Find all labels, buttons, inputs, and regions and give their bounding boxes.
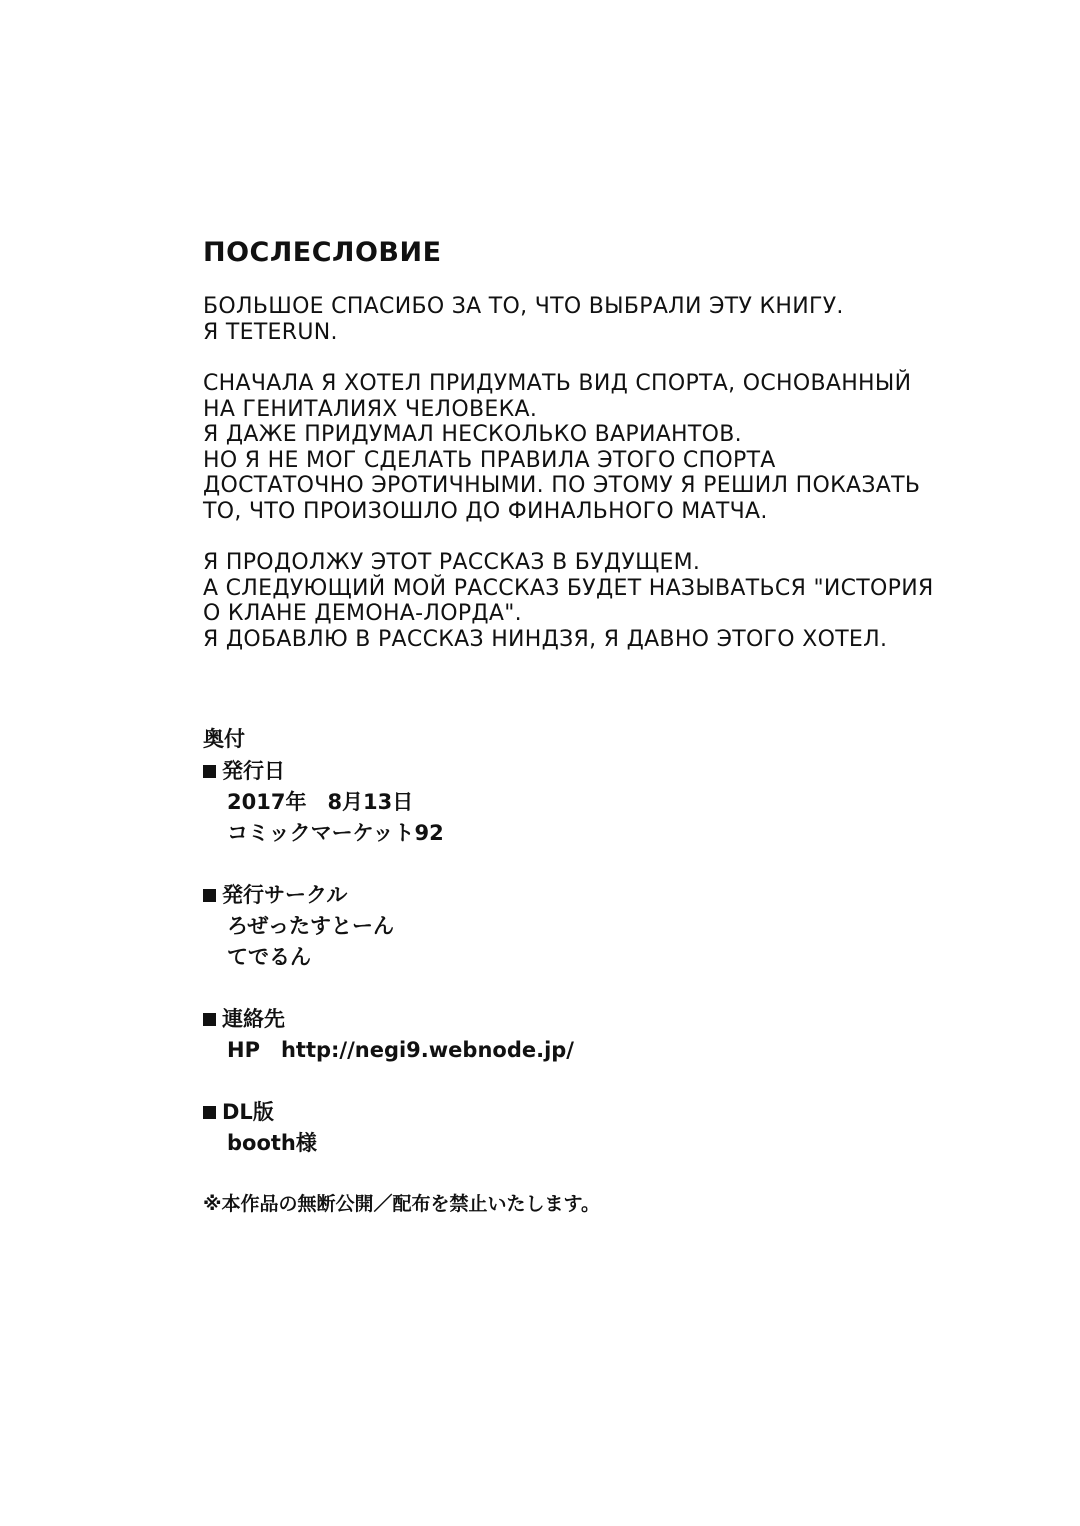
afterword-line: Я TETERUN. (203, 319, 338, 345)
dl-store: booth様 (227, 1131, 317, 1155)
afterword-line: ТО, ЧТО ПРОИЗОШЛО ДО ФИНАЛЬНОГО МАТЧА. (203, 498, 768, 524)
afterword-line: НО Я НЕ МОГ СДЕЛАТЬ ПРАВИЛА ЭТОГО СПОРТА (203, 447, 776, 473)
contact-heading: 連絡先 (222, 1007, 285, 1031)
afterword-line: Я ДОБАВЛЮ В РАССКАЗ НИНДЗЯ, Я ДАВНО ЭТОГО ХОТЕЛ. (203, 626, 888, 652)
afterword-line: БОЛЬШОЕ СПАСИБО ЗА ТО, ЧТО ВЫБРАЛИ ЭТУ КНИГУ. (203, 294, 844, 319)
release-date-section (203, 756, 903, 849)
colophon (203, 724, 903, 1218)
circle-heading: 発行サークル (222, 883, 348, 907)
dl-heading: DL版 (222, 1100, 274, 1124)
copyright-notice: ※本作品の無断公開／配布を禁止いたします。 (203, 1193, 600, 1215)
afterword-paragraph-3 (203, 550, 1063, 652)
circle-section (203, 880, 903, 973)
afterword-paragraph-2 (203, 371, 1063, 524)
author-name: てでるん (227, 945, 311, 969)
afterword-line: Я ДАЖЕ ПРИДУМАЛ НЕСКОЛЬКО ВАРИАНТОВ. (203, 422, 742, 447)
afterword (203, 236, 1063, 678)
release-date-heading: 発行日 (222, 759, 285, 783)
afterword-line: О КЛАНЕ ДЕМОНА-ЛОРДА". (203, 601, 522, 626)
release-date-value: 2017年 8月13日 (227, 790, 414, 814)
afterword-line: ДОСТАТОЧНО ЭРОТИЧНЫМИ. ПО ЭТОМУ Я РЕШИЛ ПОКАЗАТЬ (203, 473, 921, 498)
homepage-url: HP http://negi9.webnode.jp/ (227, 1038, 574, 1062)
afterword-line: Я ПРОДОЛЖУ ЭТОТ РАССКАЗ В БУДУЩЕМ. (203, 550, 701, 575)
afterword-paragraph-1 (203, 294, 1063, 345)
square-bullet-icon (203, 1106, 216, 1119)
dl-section (203, 1097, 903, 1159)
section-heading (203, 880, 903, 911)
square-bullet-icon (203, 889, 216, 902)
contact-section (203, 1004, 903, 1066)
afterword-title: ПОСЛЕСЛОВИЕ (203, 237, 442, 268)
afterword-line: А СЛЕДУЮЩИЙ МОЙ РАССКАЗ БУДЕТ НАЗЫВАТЬСЯ "ИСТОРИЯ (203, 575, 934, 601)
afterword-line: НА ГЕНИТАЛИЯХ ЧЕЛОВЕКА. (203, 396, 538, 422)
section-heading (203, 756, 903, 787)
square-bullet-icon (203, 765, 216, 778)
afterword-line: СНАЧАЛА Я ХОТЕЛ ПРИДУМАТЬ ВИД СПОРТА, ОСНОВАННЫЙ (203, 371, 912, 396)
section-heading (203, 1097, 903, 1128)
event-name: コミックマーケット92 (227, 821, 444, 845)
circle-name: ろぜったすとーん (227, 914, 394, 938)
section-heading (203, 1004, 903, 1035)
square-bullet-icon (203, 1013, 216, 1026)
colophon-title: 奥付 (203, 727, 245, 751)
